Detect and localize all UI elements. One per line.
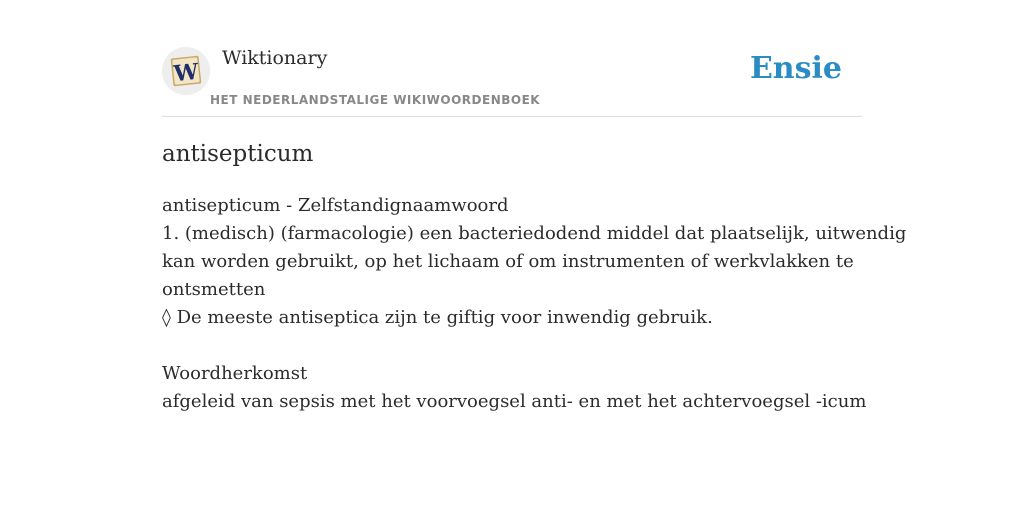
definition-line-2: kan worden gebruikt, op het lichaam of om instrumenten of werkvlakken te bbox=[162, 251, 854, 272]
spacer bbox=[162, 332, 872, 360]
page-card bbox=[162, 0, 907, 512]
definition-line-1: 1. (medisch) (farmacologie) een bacteriedodend middel dat plaatselijk, uitwendig bbox=[162, 223, 907, 244]
etymology-text: afgeleid van sepsis met het voorvoegsel anti- en met het achtervoegsel -icum bbox=[162, 391, 867, 412]
ensie-brand-logo[interactable]: Ensie bbox=[749, 51, 842, 86]
site-tagline: HET NEDERLANDSTALIGE WIKIWOORDENBOEK bbox=[210, 93, 541, 107]
word-title: antisepticum bbox=[162, 141, 314, 167]
site-header bbox=[162, 0, 862, 117]
entry-body bbox=[162, 192, 907, 416]
example-sentence: ◊ De meeste antiseptica zijn te giftig voor inwendig gebruik. bbox=[162, 307, 713, 328]
w-tile-icon bbox=[162, 47, 210, 95]
part-of-speech-line: antisepticum - Zelfstandignaamwoord bbox=[162, 195, 509, 216]
site-name[interactable]: Wiktionary bbox=[222, 47, 328, 69]
wiktionary-logo-icon[interactable] bbox=[162, 47, 210, 95]
etymology-heading: Woordherkomst bbox=[162, 363, 308, 384]
definition-line-3: ontsmetten bbox=[162, 279, 266, 300]
svg-text:W: W bbox=[172, 58, 200, 88]
